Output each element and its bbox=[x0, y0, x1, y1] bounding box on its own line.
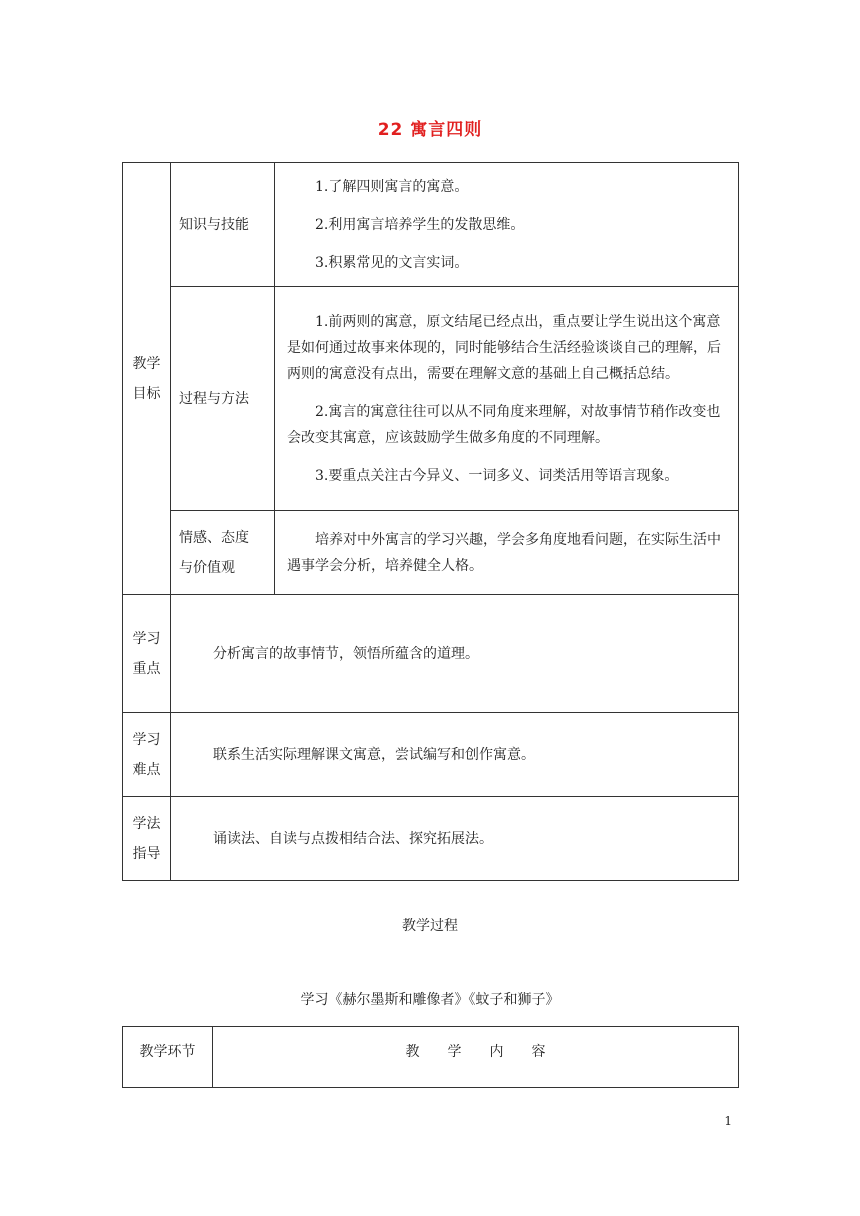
teaching-content-header: 教 学 内 容 bbox=[213, 1027, 739, 1088]
study-fables-heading: 学习《赫尔墨斯和雕像者》《蚊子和狮子》 bbox=[300, 992, 560, 1008]
study-focus-label bbox=[123, 595, 171, 713]
process-item: 2.寓言的寓意往往可以从不同角度来理解，对故事情节稍作改变也会改变其寓意，应该鼓励学生做多角度的不同理解。 bbox=[287, 403, 721, 446]
study-difficulty-content: 联系生活实际理解课文寓意，尝试编写和创作寓意。 bbox=[171, 713, 739, 797]
focus-label-line-2: 重点 bbox=[132, 660, 161, 677]
teaching-goals-table bbox=[122, 162, 739, 881]
emotion-values-content bbox=[275, 511, 739, 595]
study-method-content: 诵读法、自读与点拨相结合法、探究拓展法。 bbox=[171, 797, 739, 881]
knowledge-skills-content bbox=[275, 163, 739, 287]
process-item: 3.要重点关注古今异义、一词多义、词类活用等语言现象。 bbox=[315, 467, 679, 484]
process-method-content bbox=[275, 287, 739, 511]
process-item: 1.前两则的寓意，原文结尾已经点出，重点要让学生说出这个寓意是如何通过故事来体现的，同时能够结合生活经验谈谈自己的理解，后两则的寓意没有点出，需要在理解文意的基础上自己概括总结。 bbox=[287, 313, 721, 382]
method-label-line-2: 指导 bbox=[132, 845, 161, 862]
document-title: 22 寓言四则 bbox=[377, 120, 483, 140]
knowledge-item: 2.利用寓言培养学生的发散思维。 bbox=[315, 216, 525, 233]
emotion-values-label bbox=[171, 511, 275, 595]
method-label-line-1: 学法 bbox=[132, 815, 161, 832]
page-number: 1 bbox=[724, 1114, 732, 1128]
goals-header-line-2: 目标 bbox=[132, 385, 161, 402]
teaching-process-table bbox=[122, 1026, 739, 1088]
teaching-process-heading: 教学过程 bbox=[402, 918, 458, 934]
study-difficulty-label bbox=[123, 713, 171, 797]
focus-label-line-1: 学习 bbox=[132, 630, 161, 647]
process-method-label: 过程与方法 bbox=[171, 287, 275, 511]
emotion-label-line-2: 与价值观 bbox=[179, 559, 235, 576]
difficulty-label-line-2: 难点 bbox=[132, 761, 161, 778]
study-focus-content: 分析寓言的故事情节，领悟所蕴含的道理。 bbox=[171, 595, 739, 713]
study-method-label bbox=[123, 797, 171, 881]
emotion-text: 培养对中外寓言的学习兴趣，学会多角度地看问题，在实际生活中遇事学会分析，培养健全人格。 bbox=[287, 531, 721, 574]
knowledge-skills-label: 知识与技能 bbox=[171, 163, 275, 287]
knowledge-item: 1.了解四则寓言的寓意。 bbox=[315, 178, 469, 195]
difficulty-label-line-1: 学习 bbox=[132, 731, 161, 748]
emotion-label-line-1: 情感、态度 bbox=[179, 529, 249, 546]
teaching-stage-header: 教学环节 bbox=[123, 1027, 213, 1088]
teaching-goals-header bbox=[123, 163, 171, 595]
knowledge-item: 3.积累常见的文言实词。 bbox=[315, 254, 469, 271]
goals-header-line-1: 教学 bbox=[132, 355, 161, 372]
